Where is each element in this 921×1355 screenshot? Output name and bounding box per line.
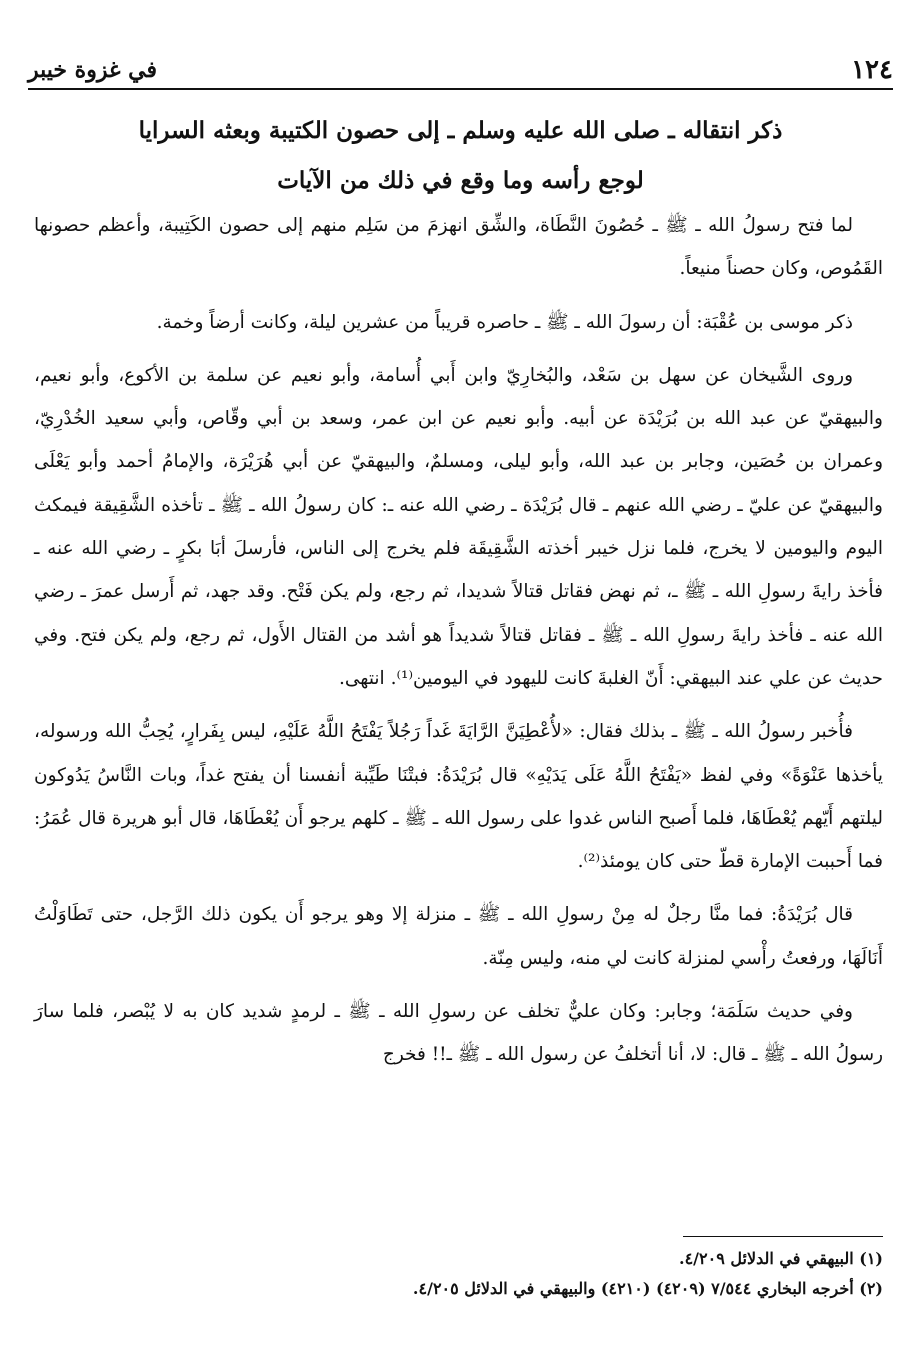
heading-line-2: لوجع رأسه وما وقع في ذلك من الآيات	[277, 167, 644, 194]
paragraph: قال بُرَيْدَةُ: فما منَّا رجلٌ له مِنْ رسولِ الله ـ ﷺ ـ منزلة إلا وهو يرجو أَن يكون ذلك الرَّجل، حتى تَطَاوَلْتُ أَنَالَهَا، ورفعتُ رأْسي لمنزلة كانت لي منه، وليس مِنّة.	[34, 904, 883, 969]
paragraph: لما فتح رسولُ الله ـ ﷺ ـ حُصُونَ النَّطَاة، والشِّق انهزمَ من سَلِم منهم إلى حصون الكَتِيبة، وأعظم حصونها القَمُوص، وكان حصناً منيعاً.	[34, 215, 883, 280]
page-number: ١٢٤	[851, 55, 893, 85]
footnotes	[34, 1244, 883, 1304]
paragraph: فأُخبر رسولُ الله ـ ﷺ ـ بذلك فقال: «لأُعْطِيَنَّ الرَّايَةَ غَداً رَجُلاً يَفْتَحُ اللَّهُ عَلَيْهِ، ليس بِفَرارٍ، يُحِبُّ الله ورسوله، يأخذها عَنْوَةً» وفي لفظ «يَفْتَحُ اللَّهُ عَلَى يَدَيْهِ» قال بُرَيْدَةُ: فبتْنَا طَيِّبة أنفسنا أن يفتح غداً، وبات النَّاسُ يَدُوكون ليلتهم أَيّهم يُعْطَاهَا، فلما أَصبح الناس غدوا على رسول الله ـ ﷺ ـ كلهم يرجو أَن يُعْطَاهَا، قال أبو هريرة قال عُمَرُ: فما أَحببت الإمارة قطّ حتى كان يومئذ⁽²⁾.	[34, 721, 883, 873]
running-header	[28, 52, 893, 90]
footnote-1: (١) البيهقي في الدلائل ٤/٢٠٩.	[679, 1249, 883, 1268]
paragraph: وروى الشَّيخان عن سهل بن سَعْد، والبُخارِيّ وابن أَبي أُسامة، وأبو نعيم عن سلمة بن الأكوع، وأبو نعيم، والبيهقيّ عن عبد الله بن بُرَيْدَة عن أبيه. وأبو نعيم عن ابن عمر، وسعد بن أبي وقّاص، وأبي سعيد الخُدْرِيّ، وعمران بن حُصَين، وجابر بن عبد الله، وأبو ليلى، ومسلمٌ، والبيهقيّ عن أبي هُرَيْرَة، والإمامُ أحمد وأبو يَعْلَى والبيهقيّ عن عليّ ـ رضي الله عنهم ـ قال بُرَيْدَة ـ رضي الله عنه ـ: كان رسولُ الله ـ ﷺ ـ تأخذه الشَّقِيقة فيمكث اليوم واليومين لا يخرج، فلما نزل خيبر أخذته الشَّقِيقَة فلم يخرج إلى الناس، فأرسلَ أبَا بكرٍ ـ رضي الله عنه ـ فأخذ رايةَ رسولِ الله ـ ﷺ ـ، ثم نهض فقاتل قتالاً شديدا، ثم رجع، ولم يكن فَتْح. وقد جهد، ثم أَرسل عمرَ ـ رضي الله عنه ـ فأخذ رايةَ رسولِ الله ـ ﷺ ـ فقاتل قتالاً شديداً هو أشد من القتال الأَول، ثم رجع، ولم يكن فتح. وفي حديث عن علي عند البيهقي: أَنّ الغلبةَ كانت لليهود في اليومين⁽¹⁾. انتهى.	[34, 364, 883, 689]
footnote-separator	[683, 1236, 883, 1237]
running-title: في غزوة خيبر	[28, 57, 157, 83]
body-text	[34, 204, 883, 1087]
section-heading	[34, 106, 887, 206]
heading-line-1: ذكر انتقاله ـ صلى الله عليه وسلم ـ إلى حصون الكتيبة وبعثه السرايا	[138, 117, 783, 144]
paragraph: وفي حديث سَلَمَة؛ وجابر: وكان عليٌّ تخلف عن رسولِ الله ـ ﷺ ـ لرمدٍ شديد كان به لا يُبْصر، فلما سارَ رسولُ الله ـ ﷺ ـ قال: لا، أنا أتخلفُ عن رسول الله ـ ﷺ ـ!! فخرج	[34, 1001, 883, 1066]
footnote-2: (٢) أخرجه البخاري ٧/٥٤٤ (٤٢٠٩) (٤٢١٠) والبيهقي في الدلائل ٤/٢٠٥.	[412, 1279, 883, 1298]
paragraph: ذكر موسى بن عُقْبَة: أن رسولَ الله ـ ﷺ ـ حاصره قريباً من عشرين ليلة، وكانت أرضاً وخمة.	[156, 311, 853, 333]
